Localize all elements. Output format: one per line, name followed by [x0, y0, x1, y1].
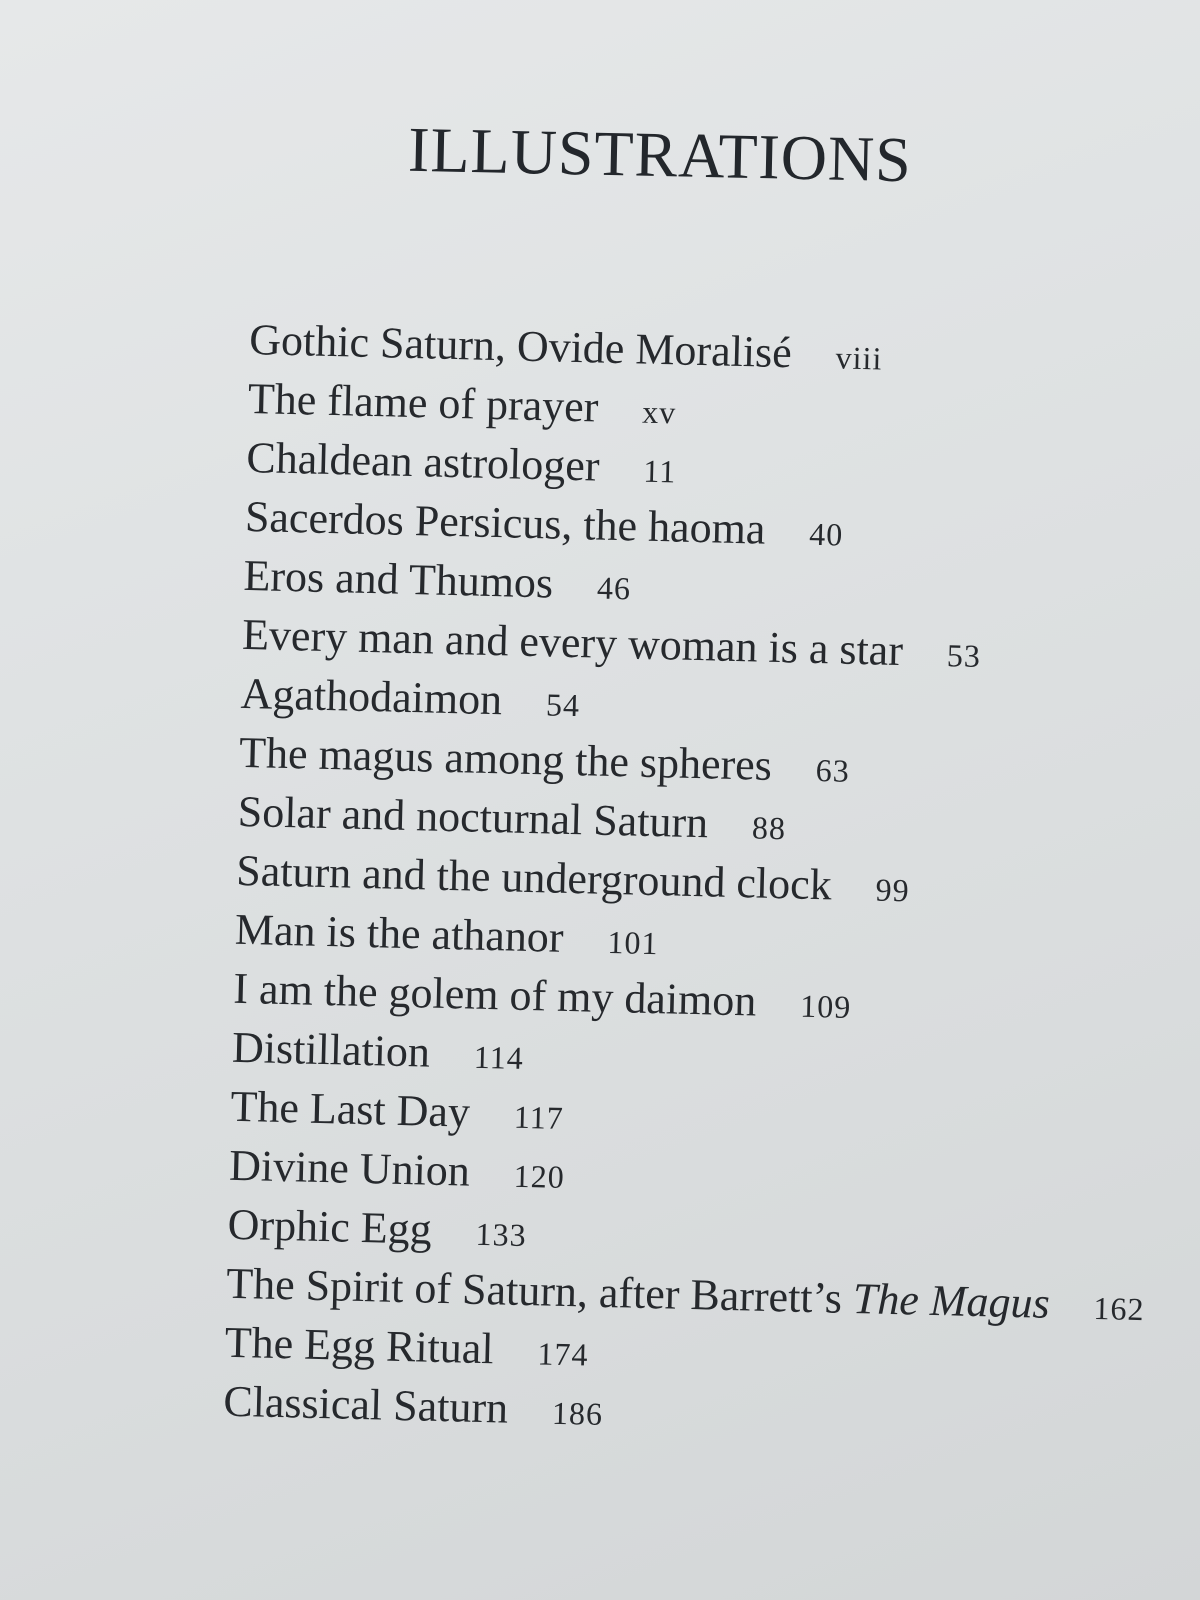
entry-page-number: 186 — [551, 1394, 604, 1432]
entry-page-number: 109 — [799, 987, 852, 1025]
entry-page-number: viii — [835, 339, 883, 377]
entry-page-number: 53 — [946, 637, 982, 674]
entry-page-number: 162 — [1093, 1289, 1146, 1328]
illustrations-list — [223, 314, 1180, 1457]
entry-title-text: The Spirit of Saturn, after Barrett’s — [225, 1258, 843, 1323]
entry-title: Classical Saturn — [222, 1376, 509, 1433]
entry-title: Agathodaimon — [240, 668, 503, 725]
entry-page-number: 11 — [642, 452, 677, 490]
entry-page-number: 88 — [751, 809, 787, 847]
entry-title: Saturn and the underground clock — [235, 845, 833, 910]
entry-page-number: 63 — [815, 751, 851, 789]
entry-title: Solar and nocturnal Saturn — [237, 786, 709, 848]
entry-title: The magus among the spheres — [238, 727, 773, 790]
entry-title: Sacerdos Persicus, the haoma — [244, 491, 767, 554]
entry-page-number: 120 — [513, 1157, 566, 1195]
entry-title: Eros and Thumos — [243, 550, 554, 608]
entry-page-number: xv — [641, 393, 677, 431]
entry-title: The Egg Ritual — [224, 1317, 495, 1374]
entry-title: Divine Union — [228, 1140, 471, 1196]
entry-title: I am the golem of my daimon — [232, 963, 757, 1026]
entry-title: Gothic Saturn, Ovide Moralisé — [248, 314, 793, 378]
entry-page-number: 114 — [473, 1038, 525, 1076]
entry-title: Every man and every woman is a star — [241, 609, 904, 676]
entry-title: Man is the athanor — [234, 904, 565, 962]
entry-page-number: 117 — [513, 1098, 565, 1136]
entry-page-number: 133 — [475, 1215, 528, 1254]
entry-title-italic: The Magus — [852, 1274, 1051, 1328]
entry-page-number: 54 — [545, 686, 581, 724]
entry-page-number: 101 — [607, 923, 659, 962]
entry-page-number: 40 — [808, 515, 844, 553]
entry-title: Chaldean astrologer — [245, 432, 601, 491]
entry-page-number: 46 — [596, 569, 632, 607]
entry-title: The Last Day — [230, 1081, 471, 1137]
entry-title: Distillation — [231, 1022, 431, 1077]
entry-title: Orphic Egg — [227, 1199, 433, 1254]
entry-title: The flame of prayer — [247, 373, 600, 432]
entry-page-number: 99 — [875, 871, 911, 909]
entry-page-number: 174 — [537, 1335, 589, 1373]
page-title: ILLUSTRATIONS — [407, 113, 913, 196]
